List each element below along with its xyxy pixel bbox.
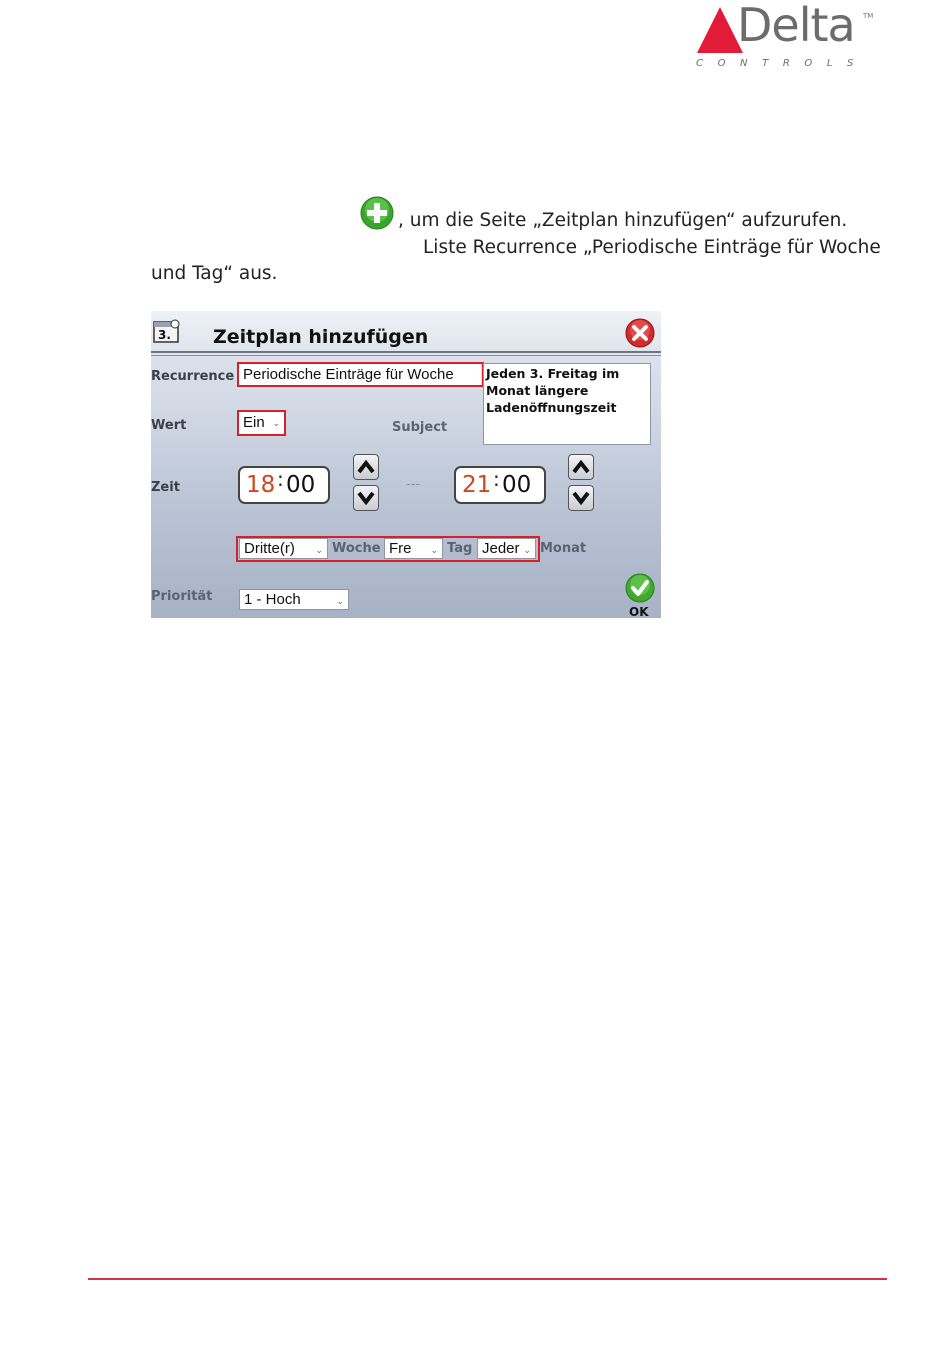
calendar-icon bbox=[153, 319, 181, 343]
chevron-down-icon: ⌄ bbox=[523, 545, 531, 555]
logo-wordmark: Delta bbox=[737, 0, 855, 52]
chevron-down-icon: ⌄ bbox=[430, 545, 438, 555]
chevron-up-icon bbox=[357, 459, 375, 475]
woche-label: Woche bbox=[332, 541, 381, 556]
start-minute: 00 bbox=[286, 472, 316, 498]
close-icon[interactable] bbox=[625, 318, 655, 348]
wert-highlight bbox=[237, 410, 286, 436]
end-time-field[interactable] bbox=[454, 466, 546, 504]
start-hour: 18 bbox=[246, 472, 276, 498]
dialog-title: Zeitplan hinzufügen bbox=[213, 326, 429, 348]
instruction-line-1: , um die Seite „Zeitplan hinzufügen“ aufzurufen. bbox=[398, 210, 848, 231]
add-schedule-dialog bbox=[151, 311, 661, 618]
end-time-down-button[interactable] bbox=[568, 485, 594, 511]
prioritaet-value: 1 - Hoch bbox=[244, 591, 301, 608]
header-divider bbox=[151, 351, 661, 353]
chevron-down-icon: ⌄ bbox=[315, 545, 323, 555]
end-minute: 00 bbox=[502, 472, 532, 498]
prioritaet-label: Priorität bbox=[151, 589, 213, 604]
chevron-down-icon bbox=[357, 490, 375, 506]
end-time-up-button[interactable] bbox=[568, 454, 594, 480]
start-time-field[interactable] bbox=[238, 466, 330, 504]
chevron-down-icon: ⌄ bbox=[336, 596, 344, 606]
svg-text:3.: 3. bbox=[158, 328, 171, 342]
start-time-down-button[interactable] bbox=[353, 485, 379, 511]
delta-controls-logo bbox=[696, 0, 876, 72]
subject-textarea[interactable]: Jeden 3. Freitag im Monat längere Ladenöffnungszeit bbox=[483, 363, 651, 445]
instruction-line-2: Liste Recurrence „Periodische Einträge für Woche bbox=[423, 237, 881, 258]
time-range-separator: --- bbox=[406, 477, 421, 492]
logo-trademark: TM bbox=[863, 12, 874, 20]
start-time-up-button[interactable] bbox=[353, 454, 379, 480]
footer-divider bbox=[88, 1278, 887, 1280]
time-colon: : bbox=[493, 467, 500, 491]
chevron-down-icon: ⌄ bbox=[272, 418, 280, 428]
chevron-up-icon bbox=[572, 459, 590, 475]
monat-label: Monat bbox=[540, 541, 587, 556]
end-hour: 21 bbox=[462, 472, 492, 498]
logo-subtitle: CONTROLS bbox=[696, 58, 868, 69]
time-colon: : bbox=[277, 467, 284, 491]
month-value: Jeder bbox=[482, 540, 520, 557]
plus-circle-icon bbox=[360, 196, 394, 234]
wert-value: Ein bbox=[243, 414, 265, 431]
day-value: Fre bbox=[389, 540, 412, 557]
checkmark-icon[interactable] bbox=[625, 573, 655, 603]
week-value: Dritte(r) bbox=[244, 540, 295, 557]
header-divider-thin bbox=[151, 355, 661, 356]
zeit-label: Zeit bbox=[151, 480, 180, 495]
dialog-header bbox=[151, 311, 661, 355]
tag-label: Tag bbox=[447, 541, 473, 556]
ok-button[interactable]: OK bbox=[629, 605, 649, 618]
instruction-line-3: und Tag“ aus. bbox=[151, 263, 278, 284]
subject-label: Subject bbox=[392, 420, 448, 435]
prioritaet-select[interactable] bbox=[239, 589, 349, 610]
recurrence-pattern-highlight bbox=[236, 536, 540, 562]
recurrence-select[interactable]: Periodische Einträge für Woche bbox=[239, 364, 481, 386]
chevron-down-icon bbox=[572, 490, 590, 506]
recurrence-highlight bbox=[237, 362, 484, 387]
wert-label: Wert bbox=[151, 418, 187, 433]
recurrence-label: Recurrence bbox=[151, 369, 235, 384]
